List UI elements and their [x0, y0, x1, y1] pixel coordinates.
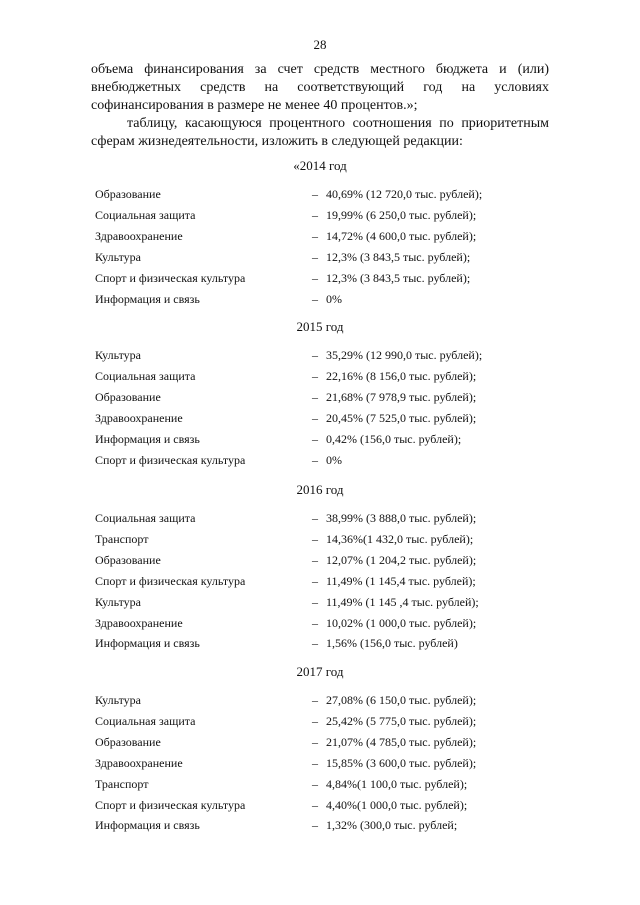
intro-paragraph-2: таблицу, касающуюся процентного соотношения по приоритетным сферам жизнедеятельности, изложить в следующей редакции: [91, 116, 549, 149]
sphere-label: Социальная защита [95, 207, 196, 222]
sphere-label: Культура [95, 348, 141, 362]
dash: – [312, 291, 318, 306]
dash: – [312, 511, 318, 525]
dash: – [312, 552, 318, 567]
sphere-label: Здравоохранение [95, 410, 183, 425]
dash: – [312, 755, 318, 770]
sphere-label: Социальная защита [95, 368, 196, 383]
dash: – [312, 734, 318, 749]
year-heading: 2016 год [296, 482, 344, 497]
sphere-label: Культура [95, 594, 141, 609]
distribution-row [0, 229, 640, 249]
dash: – [312, 389, 318, 404]
sphere-label: Информация и связь [95, 431, 200, 446]
distribution-row [0, 411, 640, 431]
distribution-row [0, 574, 640, 594]
sphere-value: 22,16% (8 156,0 тыс. рублей); [326, 368, 477, 383]
sphere-value: 21,07% (4 785,0 тыс. рублей); [326, 734, 477, 749]
sphere-label: Здравоохранение [95, 615, 183, 630]
sphere-value: 27,08% (6 150,0 тыс. рублей); [326, 693, 477, 707]
year-heading: «2014 год [293, 158, 347, 173]
dash: – [312, 573, 318, 588]
dash: – [312, 431, 318, 446]
sphere-value: 0% [326, 291, 342, 306]
dash: – [312, 410, 318, 425]
sphere-label: Здравоохранение [95, 228, 183, 243]
dash: – [312, 818, 318, 833]
sphere-value: 10,02% (1 000,0 тыс. рублей); [326, 615, 477, 630]
distribution-row [0, 453, 640, 473]
sphere-value: 19,99% (6 250,0 тыс. рублей); [326, 207, 477, 222]
dash: – [312, 228, 318, 243]
sphere-label: Социальная защита [95, 713, 196, 728]
sphere-label: Транспорт [95, 531, 149, 546]
dash: – [312, 187, 318, 201]
distribution-row [0, 777, 640, 797]
distribution-row [0, 756, 640, 776]
distribution-row [0, 250, 640, 270]
distribution-row [0, 532, 640, 552]
sphere-value: 12,3% (3 843,5 тыс. рублей); [326, 249, 471, 264]
sphere-value: 11,49% (1 145,4 тыс. рублей); [326, 573, 476, 588]
sphere-value: 35,29% (12 990,0 тыс. рублей); [326, 348, 483, 362]
sphere-value: 1,56% (156,0 тыс. рублей) [326, 636, 458, 651]
sphere-value: 12,07% (1 204,2 тыс. рублей); [326, 552, 477, 567]
dash: – [312, 207, 318, 222]
sphere-value: 38,99% (3 888,0 тыс. рублей); [326, 511, 477, 525]
dash: – [312, 531, 318, 546]
distribution-row [0, 735, 640, 755]
distribution-row [0, 818, 640, 838]
sphere-label: Здравоохранение [95, 755, 183, 770]
sphere-label: Информация и связь [95, 818, 200, 833]
dash: – [312, 713, 318, 728]
sphere-value: 20,45% (7 525,0 тыс. рублей); [326, 410, 477, 425]
intro-paragraph-1: объема финансирования за счет средств местного бюджета и (или) внебюджетных средств на соответствующий год на условиях софинансирования в размере не менее 40 процентов.»; [91, 62, 549, 113]
sphere-value: 40,69% (12 720,0 тыс. рублей); [326, 187, 483, 201]
sphere-value: 0% [326, 452, 342, 467]
distribution-row [0, 208, 640, 228]
dash: – [312, 776, 318, 791]
distribution-row [0, 292, 640, 312]
distribution-row [0, 432, 640, 452]
distribution-row [0, 553, 640, 573]
distribution-row [0, 636, 640, 656]
sphere-value: 14,36%(1 432,0 тыс. рублей); [326, 531, 474, 546]
sphere-label: Культура [95, 249, 141, 264]
dash: – [312, 249, 318, 264]
sphere-label: Образование [95, 187, 161, 201]
sphere-label: Транспорт [95, 776, 149, 791]
dash: – [312, 797, 318, 812]
sphere-label: Спорт и физическая культура [95, 797, 246, 812]
sphere-value: 12,3% (3 843,5 тыс. рублей); [326, 270, 471, 285]
sphere-label: Социальная защита [95, 511, 196, 525]
distribution-row [0, 271, 640, 291]
sphere-value: 21,68% (7 978,9 тыс. рублей); [326, 389, 477, 404]
year-heading: 2017 год [296, 664, 344, 679]
distribution-row [0, 511, 640, 531]
dash: – [312, 368, 318, 383]
sphere-label: Информация и связь [95, 636, 200, 651]
intro-text [91, 61, 549, 151]
dash: – [312, 348, 318, 362]
dash: – [312, 594, 318, 609]
dash: – [312, 270, 318, 285]
distribution-row [0, 595, 640, 615]
sphere-value: 11,49% (1 145 ,4 тыс. рублей); [326, 594, 479, 609]
sphere-label: Образование [95, 389, 161, 404]
sphere-value: 4,40%(1 000,0 тыс. рублей); [326, 797, 468, 812]
distribution-row [0, 369, 640, 389]
distribution-row [0, 693, 640, 713]
sphere-value: 1,32% (300,0 тыс. рублей; [326, 818, 458, 833]
sphere-label: Спорт и физическая культура [95, 452, 246, 467]
distribution-row [0, 798, 640, 818]
sphere-value: 25,42% (5 775,0 тыс. рублей); [326, 713, 477, 728]
sphere-label: Спорт и физическая культура [95, 573, 246, 588]
sphere-value: 4,84%(1 100,0 тыс. рублей); [326, 776, 468, 791]
dash: – [312, 636, 318, 651]
year-heading: 2015 год [296, 319, 344, 334]
sphere-value: 15,85% (3 600,0 тыс. рублей); [326, 755, 477, 770]
dash: – [312, 615, 318, 630]
sphere-label: Образование [95, 734, 161, 749]
sphere-label: Образование [95, 552, 161, 567]
dash: – [312, 452, 318, 467]
sphere-label: Спорт и физическая культура [95, 270, 246, 285]
page-number: 28 [313, 37, 327, 52]
distribution-row [0, 187, 640, 207]
sphere-label: Культура [95, 693, 141, 707]
distribution-row [0, 616, 640, 636]
sphere-value: 14,72% (4 600,0 тыс. рублей); [326, 228, 477, 243]
distribution-row [0, 348, 640, 368]
sphere-value: 0,42% (156,0 тыс. рублей); [326, 431, 462, 446]
sphere-label: Информация и связь [95, 291, 200, 306]
distribution-row [0, 390, 640, 410]
distribution-row [0, 714, 640, 734]
dash: – [312, 693, 318, 707]
